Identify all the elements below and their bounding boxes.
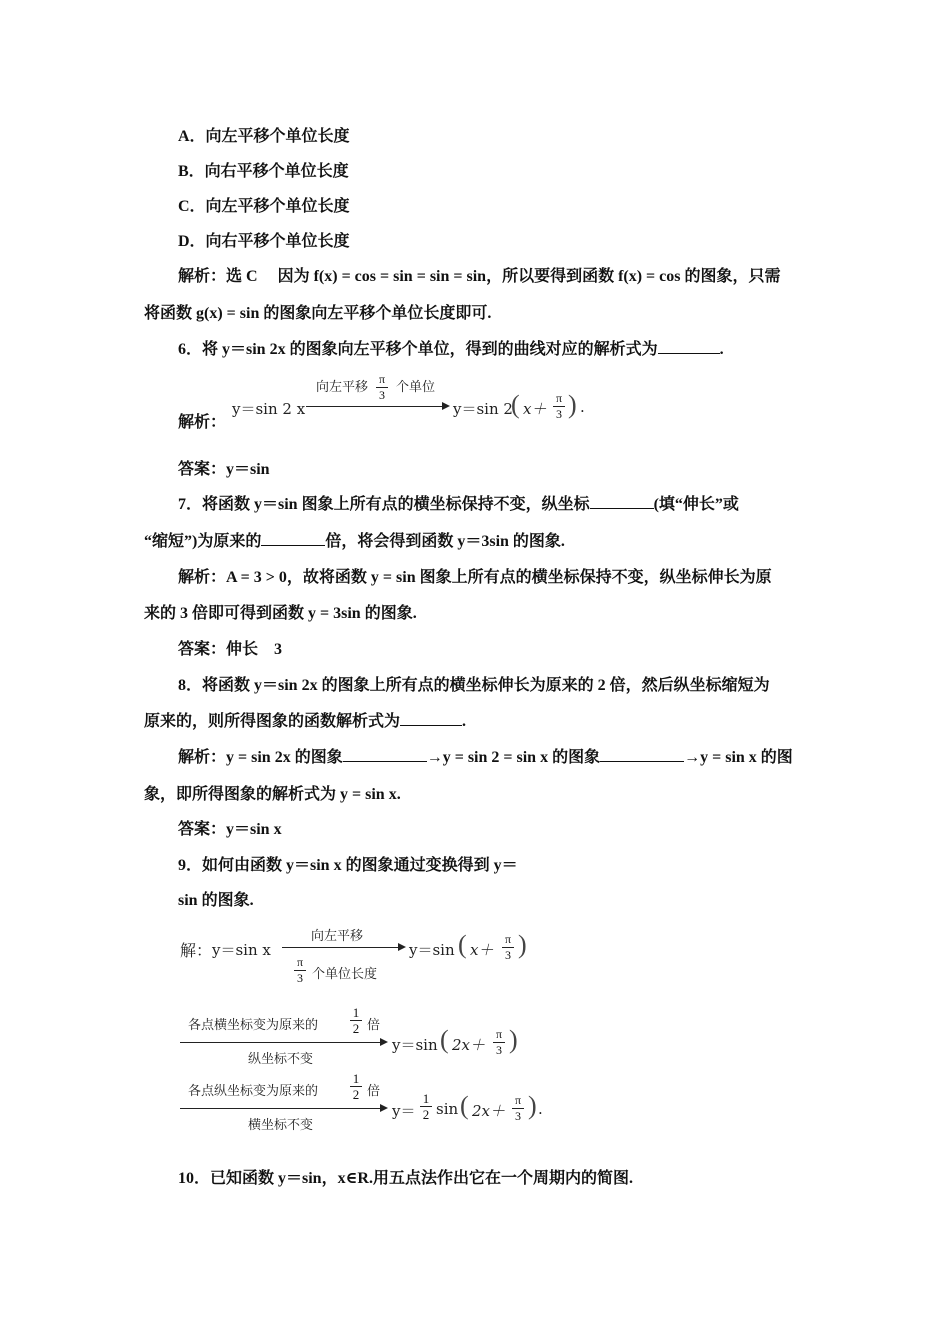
fraction-numerator: π — [378, 372, 386, 386]
q9-step2-top: 各点横坐标变为原来的 — [188, 1018, 319, 1033]
q8-transform-arrow-2 — [600, 750, 684, 762]
arrow-head-icon — [380, 1104, 388, 1112]
arrow-head-icon — [398, 943, 406, 951]
q9-step2-bottom: 纵坐标不变 — [248, 1052, 314, 1067]
q9-step1-left: y＝sin x — [212, 941, 271, 959]
q5-analysis-label: 解析：选 C — [178, 268, 258, 285]
q7-question-line1 — [178, 494, 739, 516]
q7-question-text-a: 7．将函数 y＝sin 图象上所有点的横坐标保持不变，纵坐标 — [178, 496, 590, 513]
q7-analysis-line2: 来的 3 倍即可得到函数 y = 3sin 的图象. — [144, 605, 417, 622]
fraction-numerator: 1 — [422, 1091, 430, 1106]
q8-analysis-line1 — [178, 747, 793, 769]
fraction-denominator: 3 — [379, 388, 385, 402]
left-paren: ( — [440, 1025, 449, 1054]
q9-step3-end: . — [538, 1100, 543, 1118]
q5-analysis-line1 — [178, 266, 781, 288]
option-a: A．向左平移个单位长度 — [178, 128, 350, 145]
q6-answer: 答案：y＝sin — [178, 461, 270, 478]
q7-answer-blank-2 — [261, 531, 325, 546]
option-b: B．向右平移个单位长度 — [178, 163, 349, 180]
q7-question-text-b: (填“伸长”或 — [653, 496, 739, 513]
q9-step3-bottom: 横坐标不变 — [248, 1118, 314, 1133]
q6-arrow-label — [316, 376, 368, 395]
q8-question-text: 原来的，则所得图象的函数解析式为 — [144, 713, 401, 730]
fraction-denominator: 2 — [352, 1087, 360, 1102]
q8-analysis-line2: 象，即所得图象的解析式为 y = sin x. — [144, 786, 401, 803]
q6-arrow-fraction — [376, 373, 388, 402]
q8-question-end: . — [462, 713, 467, 730]
fraction-denominator: 3 — [505, 948, 511, 962]
q7-analysis-line1: 解析：A = 3 > 0，故将函数 y = sin 图象上所有点的横坐标保持不变，纵坐标伸长为原 — [178, 569, 772, 586]
q6-arrow-text: 向左平移 — [316, 380, 369, 395]
q9-step3-fraction — [350, 1072, 362, 1101]
q9-step3-inner: 2x＋ — [472, 1102, 506, 1120]
q9-step3-right-b: sin — [436, 1100, 459, 1118]
q9-question-line1: 9．如何由函数 y＝sin x 的图象通过变换得到 y＝ — [178, 857, 518, 874]
q6-arrow-text-end: 个单位 — [396, 380, 436, 395]
q9-solution-label: 解： — [180, 941, 213, 960]
q5-analysis-text: 因为 f(x) = cos = sin = sin = sin，所以要得到函数 f(x) = cos 的图象，只需 — [277, 268, 781, 285]
left-paren: ( — [511, 390, 520, 419]
right-paren: ) — [518, 930, 527, 959]
q9-step1-arrow — [282, 947, 400, 948]
q6-question — [178, 339, 724, 361]
q9-step2-top-end: 倍 — [367, 1018, 381, 1033]
option-c: C．向左平移个单位长度 — [178, 198, 350, 215]
q9-step3-coef-fraction — [420, 1092, 432, 1121]
q9-step1-inner: x＋ — [470, 941, 494, 959]
q9-step1-fraction — [294, 956, 306, 985]
q6-formula-left: y＝sin 2 x — [232, 400, 306, 418]
q6-formula-x-plus: x＋ — [523, 400, 547, 418]
q6-question-text: 6．将 y＝sin 2x 的图象向左平移个单位，得到的曲线对应的解析式为 — [178, 341, 658, 358]
fraction-denominator: 3 — [297, 971, 303, 985]
q7-answer-blank-1 — [590, 494, 654, 509]
left-paren: ( — [458, 930, 467, 959]
right-paren: ) — [568, 390, 577, 419]
q9-step2-right: y＝sin — [392, 1036, 438, 1054]
fraction-numerator: π — [514, 1093, 522, 1107]
fraction-denominator: 3 — [556, 407, 562, 421]
q8-answer-blank — [400, 711, 462, 726]
q6-analysis-label: 解析： — [178, 414, 227, 431]
arrow-head-icon — [442, 402, 450, 410]
q6-formula-fraction — [553, 392, 565, 421]
q9-step3-top: 各点纵坐标变为原来的 — [188, 1084, 319, 1099]
q9-step2-arrow — [180, 1042, 382, 1043]
q7-question-line2 — [144, 531, 565, 553]
fraction-numerator: π — [495, 1027, 503, 1041]
q6-answer-blank — [658, 339, 720, 354]
q6-question-end: . — [719, 341, 724, 358]
fraction-numerator: 1 — [352, 1005, 360, 1020]
q7-answer: 答案：伸长 3 — [178, 641, 283, 658]
q8-analysis-b: →y = sin 2 = sin x 的图象 — [426, 749, 601, 766]
option-d: D．向右平移个单位长度 — [178, 233, 350, 250]
q9-step2-fraction — [350, 1006, 362, 1035]
q6-arrow — [306, 406, 444, 407]
fraction-numerator: π — [555, 391, 563, 405]
q8-question-line2 — [144, 711, 466, 733]
q9-step1-bottom: 个单位长度 — [312, 967, 378, 982]
q6-formula-end: . — [580, 398, 585, 416]
arrow-head-icon — [380, 1038, 388, 1046]
q9-question-line2: sin 的图象. — [178, 892, 254, 909]
q9-step2-inner-fraction — [493, 1028, 505, 1057]
q8-transform-arrow-1 — [343, 750, 427, 762]
right-paren: ) — [509, 1025, 518, 1054]
q10-question: 10．已知函数 y＝sin，x∈R.用五点法作出它在一个周期内的简图. — [178, 1170, 633, 1187]
q9-step3-top-end: 倍 — [367, 1084, 381, 1099]
right-paren: ) — [528, 1091, 537, 1120]
fraction-denominator: 2 — [422, 1107, 430, 1122]
q9-step1-right: y＝sin — [409, 941, 455, 959]
q9-step1-top: 向左平移 — [311, 929, 364, 944]
q9-step2-inner: 2x＋ — [452, 1036, 486, 1054]
q6-formula-right: y＝sin 2 — [453, 400, 513, 418]
q9-step3-arrow — [180, 1108, 382, 1109]
fraction-numerator: π — [296, 955, 304, 969]
q9-step3-right-a: y＝ — [392, 1102, 416, 1120]
fraction-denominator: 3 — [496, 1043, 502, 1057]
fraction-denominator: 2 — [352, 1021, 360, 1036]
q9-step1-inner-fraction — [502, 933, 514, 962]
fraction-denominator: 3 — [515, 1109, 521, 1123]
fraction-numerator: 1 — [352, 1071, 360, 1086]
q7-question-text-c: “缩短”)为原来的 — [144, 533, 262, 550]
q8-analysis-c: →y = sin x 的图 — [684, 749, 793, 766]
q7-question-text-d: 倍，将会得到函数 y＝3sin 的图象. — [325, 533, 565, 550]
q8-analysis-a: 解析：y = sin 2x 的图象 — [178, 749, 343, 766]
q8-answer: 答案：y＝sin x — [178, 821, 282, 838]
q8-question-line1: 8．将函数 y＝sin 2x 的图象上所有点的横坐标伸长为原来的 2 倍，然后纵坐标缩短为 — [178, 677, 770, 694]
fraction-numerator: π — [504, 932, 512, 946]
q5-analysis-line2: 将函数 g(x) = sin 的图象向左平移个单位长度即可. — [144, 305, 492, 322]
q9-step3-inner-fraction — [512, 1094, 524, 1123]
left-paren: ( — [460, 1091, 469, 1120]
